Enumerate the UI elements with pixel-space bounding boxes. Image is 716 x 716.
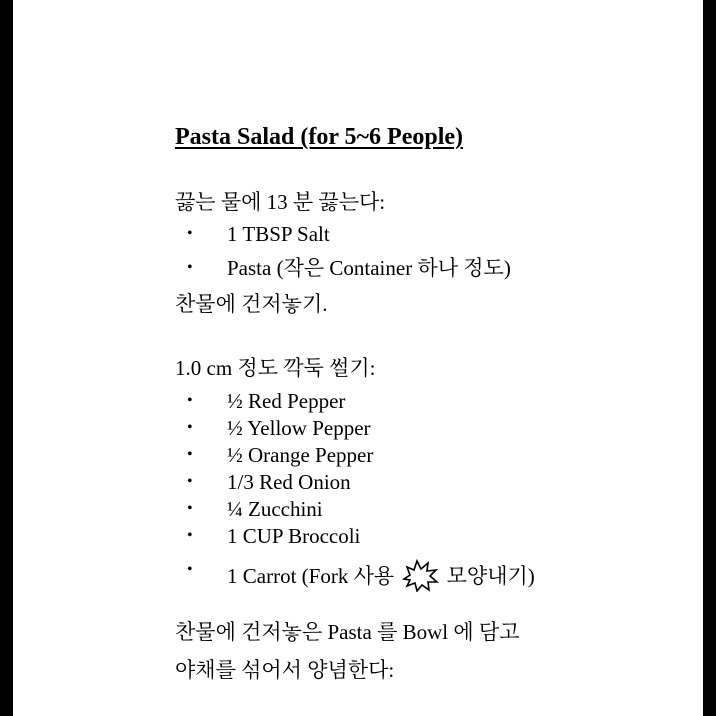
bullet-icon: • — [187, 527, 193, 544]
bullet-icon: • — [187, 225, 193, 242]
bullet-icon: • — [187, 561, 193, 578]
bullet-icon: • — [187, 419, 193, 436]
section2-heading: 1.0 cm 정도 깍둑 썰기: — [175, 356, 376, 380]
starburst-icon — [401, 558, 439, 592]
bullet-icon: • — [187, 500, 193, 517]
section3-line1: 찬물에 건저놓은 Pasta 를 Bowl 에 담고 — [175, 620, 520, 644]
section1-heading: 끓는 물에 13 분 끓는다: — [175, 190, 386, 214]
page-title: Pasta Salad (for 5~6 People) — [175, 124, 464, 150]
section1-after: 찬물에 건저놓기. — [175, 292, 328, 316]
section3-line2: 야채를 섞어서 양념한다: — [175, 658, 395, 682]
bullet-icon: • — [187, 473, 193, 490]
carrot-prefix: 1 Carrot (Fork 사용 — [227, 564, 395, 588]
bullet-icon: • — [187, 446, 193, 463]
bullet-icon: • — [187, 392, 193, 409]
document-page: Pasta Salad (for 5~6 People) 끓는 물에 13 분 끓는다: • 1 TBSP Salt • Pasta (작은 Container 하나 정도) 찬물에 건저놓기. 1.0 cm 정도 깍둑 썰기: • ½ Red Pepper • ½ Yellow Pepper • ½ Orange Pepper • 1/3 Red Onion • ¼ Zucchini • 1 CUP Broccoli • 1 Carrot (Fork 사용 모양내기) 찬물에 건저놓은 Pasta 를 Bowl 에 담고 야채를 섞어서 양념한다: — [13, 0, 703, 716]
carrot-suffix: 모양내기) — [446, 564, 535, 588]
bullet-icon: • — [187, 259, 193, 276]
